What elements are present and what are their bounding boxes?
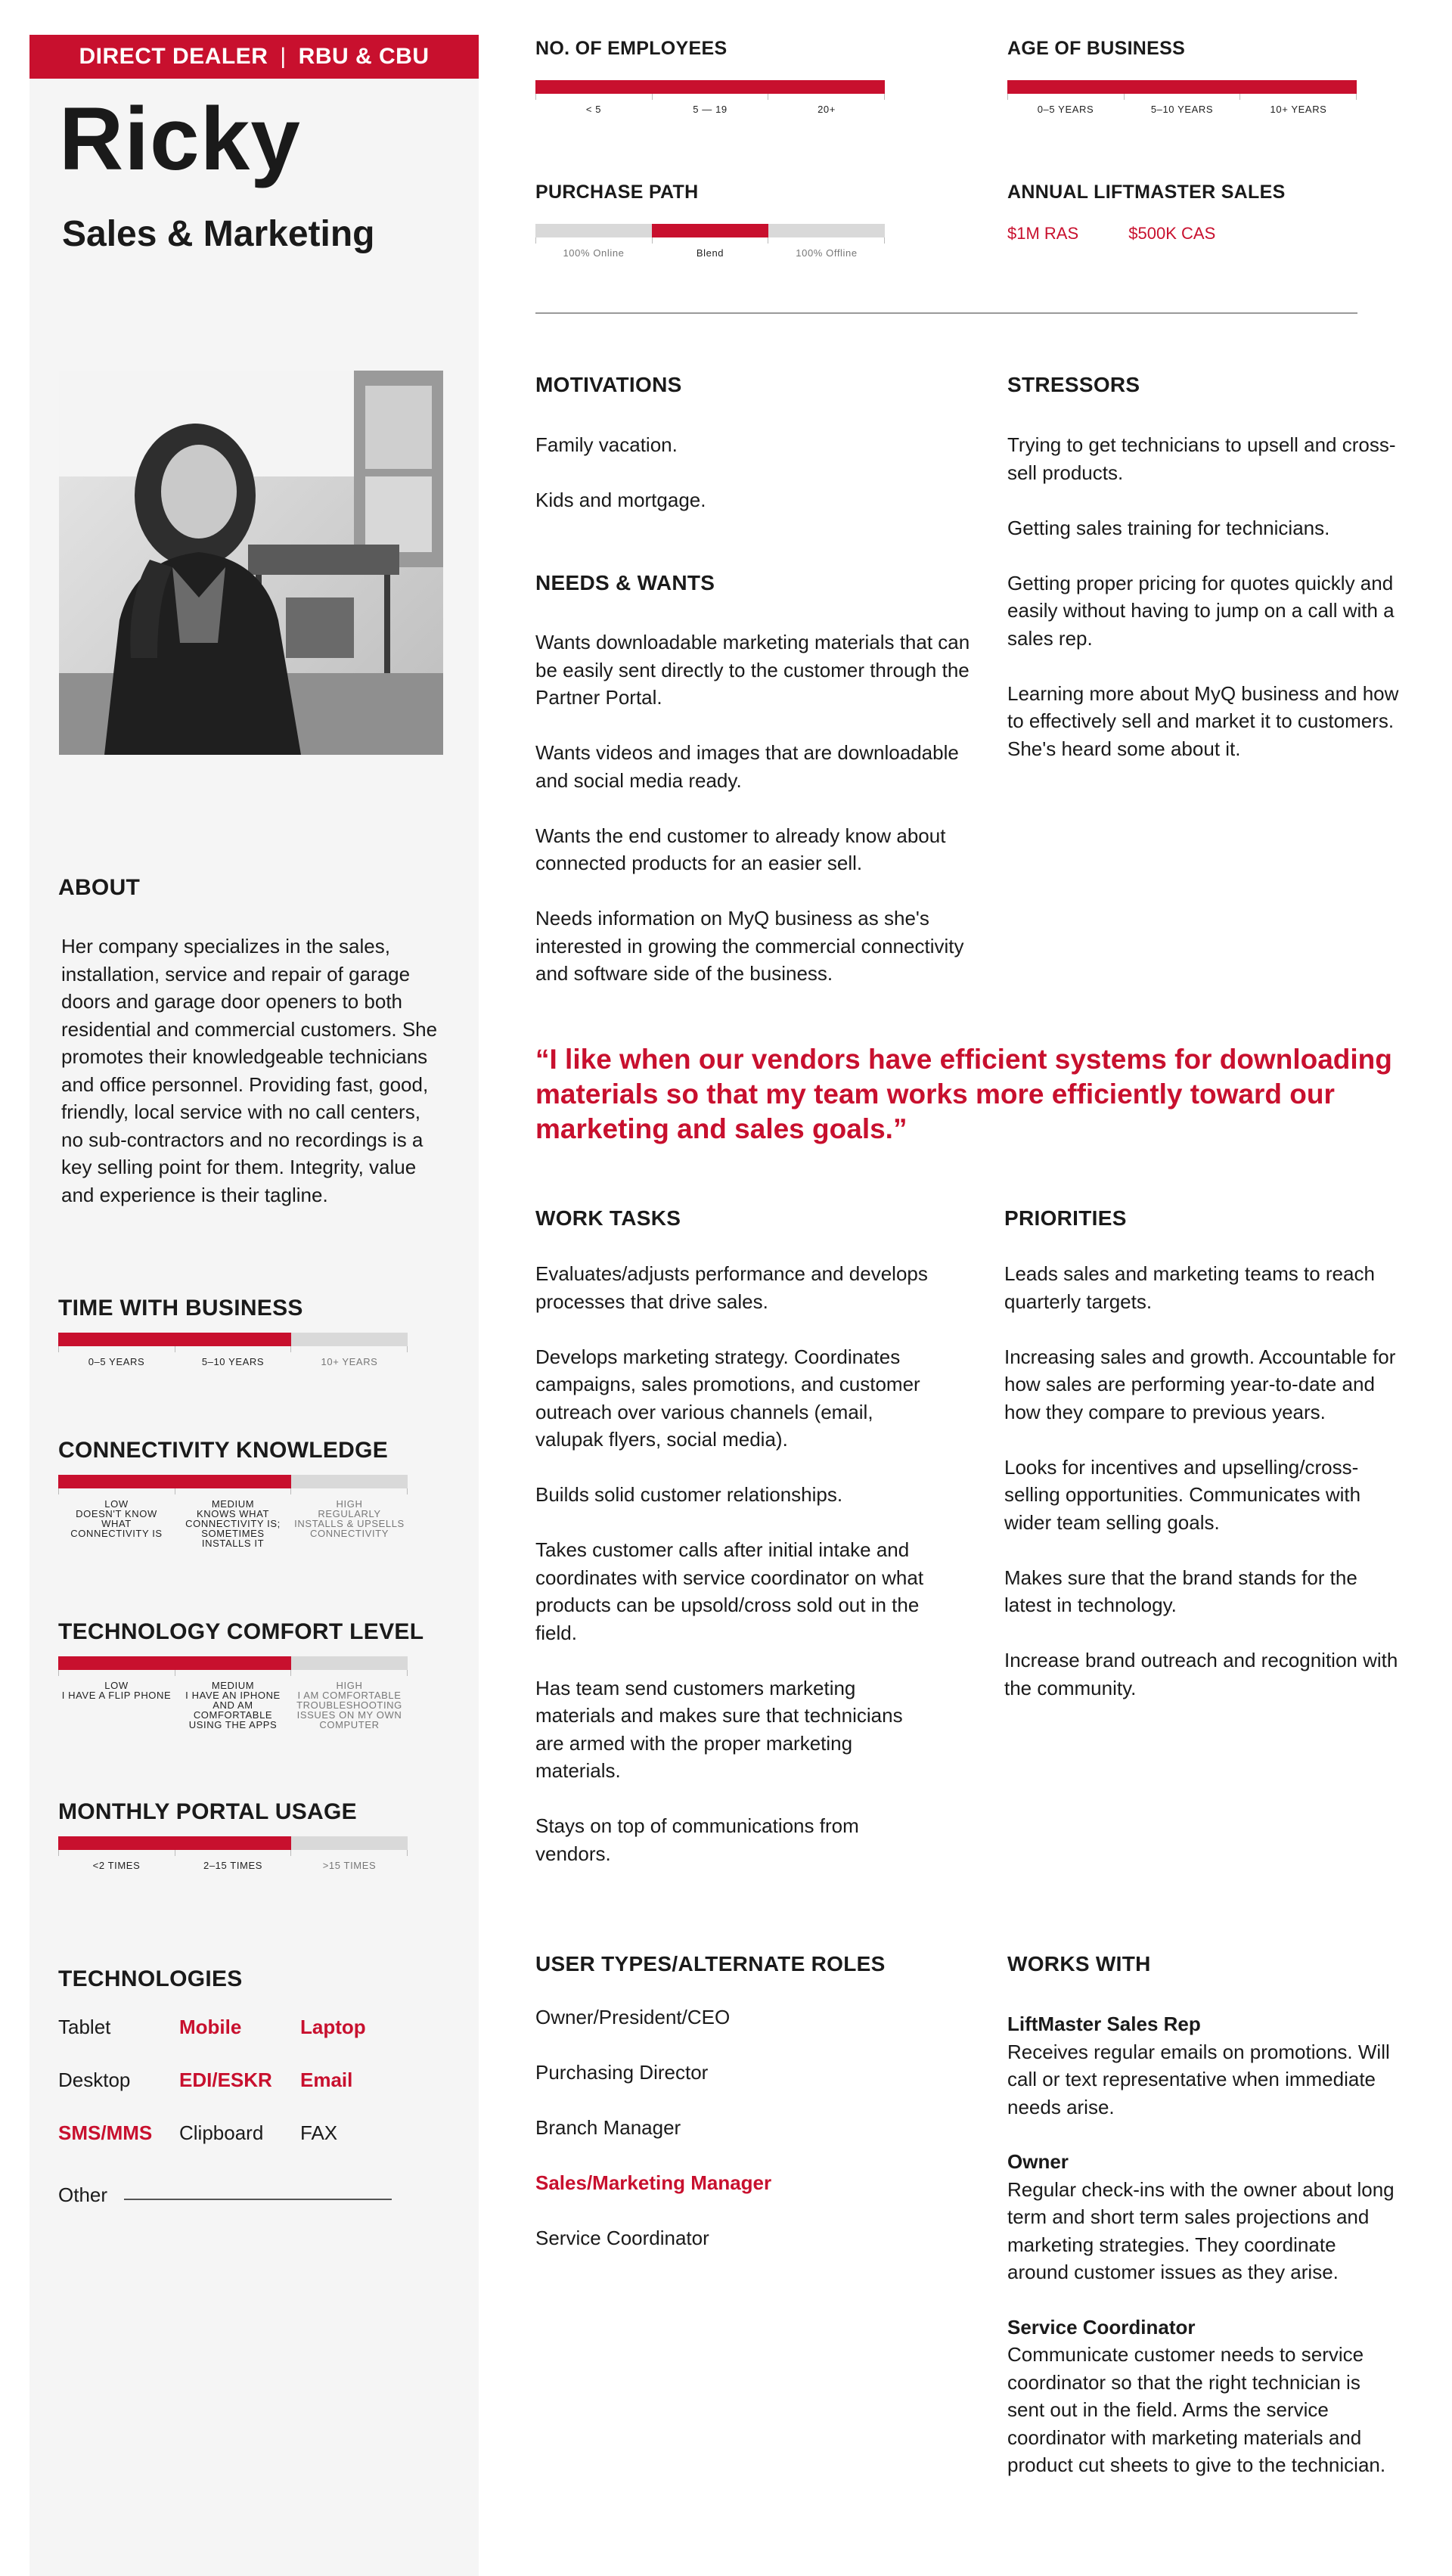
user-type-item: Sales/Marketing Manager — [535, 2171, 772, 2194]
scale-label: LOW DOESN'T KNOW WHAT CONNECTIVITY IS — [70, 1498, 163, 1539]
scale-label: LOW I HAVE A FLIP PHONE — [61, 1680, 172, 1701]
persona-quote: “I like when our vendors have efficient systems for downloading materials so that my team works more efficiently toward our marketing and sales goals.” — [535, 1044, 1392, 1144]
scale-labels — [58, 1357, 408, 1367]
technology-item: Laptop — [300, 2016, 366, 2038]
list-item: Stays on top of communications from vendors. — [535, 1814, 859, 1865]
technology-item: Clipboard — [179, 2121, 264, 2144]
works-with-item — [1007, 2148, 1401, 2286]
scale-labels — [58, 1861, 408, 1870]
scale-ticks — [58, 1488, 408, 1494]
scale-label: 20+ — [818, 104, 836, 115]
works-with-text: Regular check-ins with the owner about long term and short term sales projections and marketing strategies. They coordinate around customer issues as they arise. — [1007, 2177, 1395, 2283]
work-tasks-heading: WORK TASKS — [535, 1206, 681, 1230]
scale-label: HIGH I AM COMFORTABLE TROUBLESHOOTING ISSUES ON MY OWN COMPUTER — [296, 1680, 402, 1730]
scale-labels — [1007, 104, 1357, 114]
scale-labels — [535, 248, 885, 258]
list-item: Getting proper pricing for quotes quickly and easily without having to jump on a call with a sales rep. — [1007, 571, 1395, 650]
scale-segment — [175, 1656, 291, 1670]
scale-ticks — [58, 1850, 408, 1856]
connectivity-knowledge-heading: CONNECTIVITY KNOWLEDGE — [58, 1438, 389, 1463]
technologies-heading: TECHNOLOGIES — [58, 1966, 243, 1991]
employees-heading: NO. OF EMPLOYEES — [535, 38, 728, 59]
scale-segment — [652, 224, 768, 237]
persona-role: Sales & Marketing — [62, 214, 375, 254]
needs-wants-heading: NEEDS & WANTS — [535, 571, 715, 594]
scale-segment — [291, 1475, 408, 1488]
segment-badge — [29, 35, 479, 79]
scale-segment — [768, 80, 885, 94]
technology-item: Desktop — [58, 2069, 131, 2091]
list-item: Builds solid customer relationships. — [535, 1483, 843, 1506]
section-divider — [535, 312, 1357, 314]
list-item: Getting sales training for technicians. — [1007, 516, 1330, 539]
motivations-list — [535, 431, 959, 514]
technology-item: Mobile — [179, 2016, 242, 2038]
age-of-business-heading: AGE OF BUSINESS — [1007, 38, 1186, 59]
works-with-title: LiftMaster Sales Rep — [1007, 2013, 1201, 2035]
scale-segment — [535, 80, 652, 94]
stressors-list — [1007, 431, 1401, 762]
list-item: Increase brand outreach and recognition with the community. — [1004, 1649, 1398, 1699]
monthly-portal-usage-heading: MONTHLY PORTAL USAGE — [58, 1799, 357, 1824]
technology-comfort-scale — [58, 1656, 408, 1730]
user-type-item: Service Coordinator — [535, 2227, 709, 2249]
list-item: Needs information on MyQ business as she's interested in growing the commercial connectivity and software side of the business. — [535, 907, 964, 985]
user-type-item: Branch Manager — [535, 2116, 681, 2139]
technologies-other-label: Other — [58, 2183, 108, 2206]
list-item: Wants downloadable marketing materials that can be easily sent directly to the customer through the Partner Portal. — [535, 631, 970, 709]
technology-item: SMS/MMS — [58, 2121, 153, 2144]
scale-labels — [58, 1499, 408, 1548]
works-with-item — [1007, 2314, 1401, 2479]
scale-segment — [652, 80, 768, 94]
scale-label: 100% Online — [563, 247, 625, 259]
technology-item: FAX — [300, 2121, 338, 2144]
list-item: Leads sales and marketing teams to reach quarterly targets. — [1004, 1262, 1375, 1313]
purchase-path-scale — [535, 224, 885, 258]
scale-segment — [175, 1836, 291, 1850]
stressors-heading: STRESSORS — [1007, 373, 1140, 396]
scale-segment — [1240, 80, 1357, 94]
user-type-item: Purchasing Director — [535, 2061, 709, 2084]
scale-label: 0–5 YEARS — [88, 1356, 145, 1367]
annual-sales-values — [1007, 224, 1261, 244]
priorities-list — [1004, 1260, 1405, 1702]
list-item: Has team send customers marketing materials and makes sure that technicians are armed with the proper marketing materials. — [535, 1676, 903, 1782]
scale-label: MEDIUM I HAVE AN IPHONE AND AM COMFORTABLE USING THE APPS — [185, 1680, 281, 1730]
technology-item: Email — [300, 2069, 353, 2091]
scale-labels — [535, 104, 885, 114]
list-item: Makes sure that the brand stands for the latest in technology. — [1004, 1566, 1357, 1616]
works-with-heading: WORKS WITH — [1007, 1952, 1151, 1975]
age-of-business-scale — [1007, 80, 1357, 114]
scale-label: 5 — 19 — [693, 104, 728, 115]
scale-bar — [535, 224, 885, 237]
monthly-portal-usage-scale — [58, 1836, 408, 1870]
motivations-heading: MOTIVATIONS — [535, 373, 682, 396]
persona-name: Ricky — [59, 89, 301, 189]
technology-item: EDI/ESKR — [179, 2069, 272, 2091]
scale-segment — [58, 1475, 175, 1488]
badge-left: DIRECT DEALER — [79, 44, 268, 69]
scale-label: 2–15 TIMES — [203, 1860, 263, 1871]
annual-sales-heading: ANNUAL LIFTMASTER SALES — [1007, 182, 1286, 203]
needs-wants-list — [535, 628, 974, 988]
time-with-business-scale — [58, 1333, 408, 1367]
list-item: Trying to get technicians to upsell and cross-sell products. — [1007, 433, 1396, 484]
persona-photo-graphic — [59, 371, 443, 755]
list-item: Increasing sales and growth. Accountable for how sales are performing year-to-date and how they compare to previous years. — [1004, 1345, 1396, 1423]
scale-ticks — [58, 1346, 408, 1352]
connectivity-knowledge-scale — [58, 1475, 408, 1548]
technologies-grid — [58, 2016, 421, 2174]
scale-segment — [291, 1333, 408, 1346]
scale-label: HIGH REGULARLY INSTALLS & UPSELLS CONNECTIVITY — [294, 1498, 405, 1539]
works-with-text: Receives regular emails on promotions. Will call or text representative when immediate needs arise. — [1007, 2040, 1390, 2118]
about-text: Her company specializes in the sales, installation, service and repair of garage doors and garage door openers to both residential and commercial customers. She promotes their knowledgeable technicians and office personnel. Providing fast, good, friendly, local service with no call centers, no sub-contractors and no recordings is a key selling point for them. Integrity, value and experience is their tagline. — [61, 935, 438, 1206]
list-item: Kids and mortgage. — [535, 489, 706, 511]
scale-label: 0–5 YEARS — [1037, 104, 1094, 115]
scale-label: 10+ YEARS — [321, 1356, 378, 1367]
scale-bar — [58, 1475, 408, 1488]
scale-label: < 5 — [585, 104, 602, 115]
technology-comfort-heading: TECHNOLOGY COMFORT LEVEL — [58, 1619, 424, 1644]
list-item: Wants videos and images that are downloadable and social media ready. — [535, 741, 959, 792]
works-with-list — [1007, 2010, 1401, 2506]
scale-segment — [1124, 80, 1240, 94]
list-item: Takes customer calls after initial intake and coordinates with service coordinator on what products can be upsold/cross sold out in the field. — [535, 1538, 924, 1644]
scale-bar — [58, 1836, 408, 1850]
purchase-path-heading: PURCHASE PATH — [535, 182, 699, 203]
scale-bar — [1007, 80, 1357, 94]
list-item: Evaluates/adjusts performance and develops processes that drive sales. — [535, 1262, 928, 1313]
scale-segment — [291, 1656, 408, 1670]
annual-sales-ras: $1M RAS — [1007, 224, 1079, 243]
scale-segment — [58, 1836, 175, 1850]
scale-segment — [768, 224, 885, 237]
scale-label: Blend — [696, 247, 724, 259]
works-with-item — [1007, 2010, 1401, 2121]
scale-ticks — [535, 94, 885, 100]
scale-label: 10+ YEARS — [1270, 104, 1327, 115]
work-tasks-list — [535, 1260, 929, 1867]
list-item: Wants the end customer to already know about connected products for an easier sell. — [535, 824, 946, 874]
scale-segment — [1007, 80, 1124, 94]
scale-label: MEDIUM KNOWS WHAT CONNECTIVITY IS; SOMETIMES INSTALLS IT — [185, 1498, 281, 1549]
technologies-row — [58, 2016, 421, 2069]
technologies-row — [58, 2069, 421, 2121]
badge-separator: | — [280, 44, 287, 69]
employees-scale — [535, 80, 885, 114]
about-heading: ABOUT — [58, 875, 141, 900]
scale-label: <2 TIMES — [92, 1860, 141, 1871]
scale-ticks — [58, 1670, 408, 1676]
scale-label: 5–10 YEARS — [1150, 104, 1214, 115]
technology-item: Tablet — [58, 2016, 111, 2038]
list-item: Develops marketing strategy. Coordinates campaigns, sales promotions, and customer outreach over various channels (email, valupak flyers, social media). — [535, 1345, 920, 1451]
scale-bar — [535, 80, 885, 94]
user-types-list — [535, 2006, 771, 2282]
scale-segment — [175, 1333, 291, 1346]
scale-segment — [535, 224, 652, 237]
list-item: Looks for incentives and upselling/cross-selling opportunities. Communicates with wider team selling goals. — [1004, 1455, 1361, 1534]
list-item: Learning more about MyQ business and how to effectively sell and market it to customers. She's heard some about it. — [1007, 681, 1399, 760]
badge-right: RBU & CBU — [298, 44, 430, 69]
list-item: Family vacation. — [535, 433, 678, 456]
scale-bar — [58, 1656, 408, 1670]
works-with-text: Communicate customer needs to service coordinator so that the right technician is sent out in the field. Arms the service coordinator with marketing materials and product cut sheets to give to the technician. — [1007, 2343, 1386, 2476]
technologies-row — [58, 2121, 421, 2174]
scale-segment — [175, 1475, 291, 1488]
scale-segment — [291, 1836, 408, 1850]
scale-segment — [58, 1333, 175, 1346]
scale-segment — [58, 1656, 175, 1670]
user-type-item: Owner/President/CEO — [535, 2006, 731, 2028]
scale-label: >15 TIMES — [322, 1860, 377, 1871]
scale-ticks — [535, 237, 885, 244]
technologies-other-line — [124, 2199, 392, 2200]
priorities-heading: PRIORITIES — [1004, 1206, 1127, 1230]
scale-label: 100% Offline — [796, 247, 858, 259]
scale-ticks — [1007, 94, 1357, 100]
user-types-heading: USER TYPES/ALTERNATE ROLES — [535, 1952, 886, 1975]
annual-sales-cas: $500K CAS — [1128, 224, 1216, 243]
works-with-title: Service Coordinator — [1007, 2315, 1196, 2339]
scale-label: 5–10 YEARS — [201, 1356, 265, 1367]
scale-bar — [58, 1333, 408, 1346]
scale-labels — [58, 1681, 408, 1730]
works-with-title: Owner — [1007, 2150, 1069, 2173]
persona-photo — [59, 371, 443, 755]
time-with-business-heading: TIME WITH BUSINESS — [58, 1296, 303, 1321]
